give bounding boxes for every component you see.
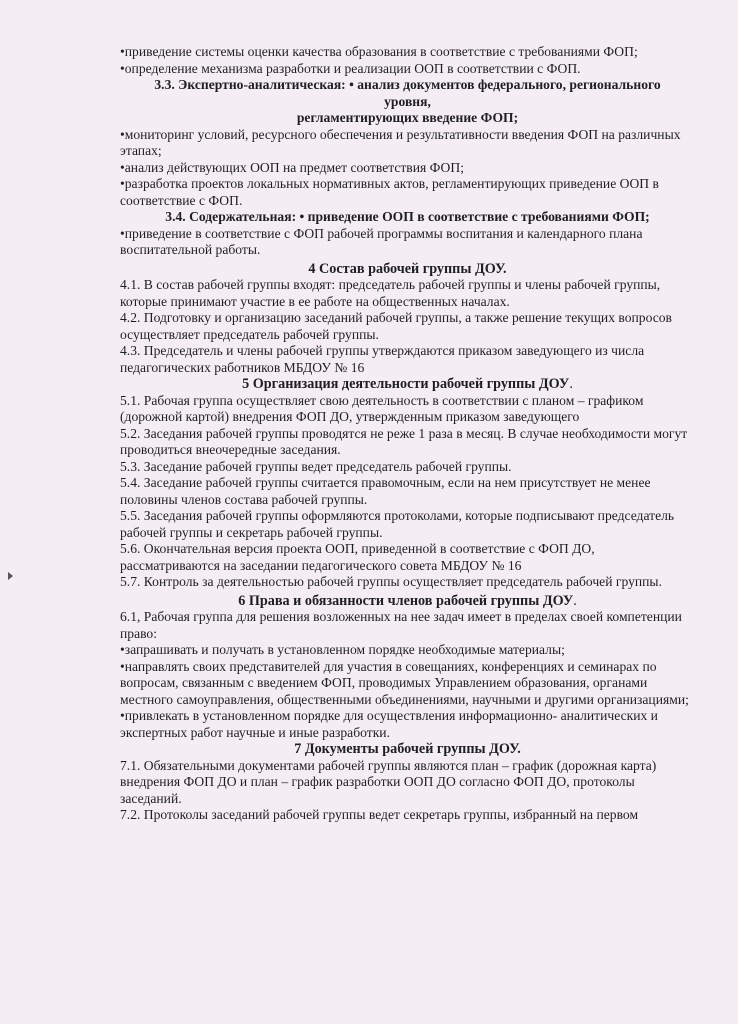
section-7-heading: 7 Документы рабочей группы ДОУ. — [294, 741, 521, 757]
section-5-item: 5.1. Рабочая группа осуществляет свою деятельность в соответствии с планом – графиком (дорожной картой) внедрения ФОП ДО, утвержденным приказом заведующего — [120, 392, 644, 424]
document-body — [120, 44, 695, 824]
section-5-item: 5.3. Заседание рабочей группы ведет председатель рабочей группы. — [120, 458, 512, 474]
intro-item-2: •определение механизма разработки и реализации ООП в соответствии с ФОП. — [120, 60, 581, 76]
section-3-4-heading: 3.4. Содержательная: • приведение ООП в соответствие с требованиями ФОП; — [165, 209, 650, 224]
section-3-3-heading-line-3: регламентирующих введение ФОП; — [296, 110, 519, 125]
section-3-3-item: •мониторинг условий, ресурсного обеспечения и результативности введения ФОП на различных этапах; — [120, 126, 681, 158]
section-5-item: 5.7. Контроль за деятельностью рабочей группы осуществляет председатель рабочей группы. — [120, 574, 662, 589]
section-6-1-right: право: — [120, 625, 158, 641]
section-3-4-item: •приведение в соответствие с ФОП рабочей программы воспитания и календарного плана воспитательной работы. — [120, 225, 643, 257]
intro-item-1: •приведение системы оценки качества образования в соответствие с требованиями ФОП; — [120, 44, 638, 59]
section-7-2-text: 7.2. Протоколы заседаний рабочей группы ведет секретарь группы, избранный на первом — [120, 807, 639, 822]
section-7-1-continued: внедрения ФОП ДО и план – график разработки ООП ДО согласно ФОП ДО, протоколы заседаний. — [120, 774, 635, 806]
section-5-item: 5.4. Заседание рабочей группы считается правомочным, если на нем присутствует не менее половины членов состава рабочей группы. — [120, 475, 651, 507]
section-3-3-item: •разработка проектов локальных нормативных актов, регламентирующих приведение ООП в соответствие с ФОП. — [120, 176, 659, 208]
section-6-item-continued: местного самоуправления, общественными объединениями, научными и другими организациями; — [120, 691, 689, 707]
section-3-3-heading-line-1: 3.3. Экспертно-аналитическая: • анализ документов федерального, регионального — [154, 77, 661, 92]
section-6-1-text: 6.1, Рабочая группа для решения возложенных на нее задач имеет в пределах своей компетенции — [120, 609, 682, 624]
section-6-item: •направлять своих представителей для участия в совещаниях, конференциях и семинарах по вопросам, связанным с введением ФОП, проводимых Управлением образования, органами — [120, 658, 657, 690]
section-6-heading-text: 6 Права и обязанности членов рабочей группы ДОУ — [238, 592, 574, 609]
section-6-heading — [120, 593, 695, 610]
section-6-item: •привлекать в установленном порядке для осуществления информационно- аналитических и экспертных работ научные и иные разработки. — [120, 708, 658, 740]
section-3-3-item: •анализ действующих ООП на предмет соответствия ФОП; — [120, 159, 464, 175]
section-3-3-heading-line-2: уровня, — [384, 93, 431, 109]
section-4-heading: 4 Состав рабочей группы ДОУ. — [308, 260, 507, 277]
section-4-item: 4.1. В состав рабочей группы входят: председатель рабочей группы и члены рабочей группы, которые принимают участие в ее работе на общественных началах. — [120, 277, 661, 309]
section-5-heading-text: 5 Организация деятельности рабочей группы ДОУ — [242, 376, 570, 392]
margin-arrow-mark — [8, 572, 13, 580]
section-4-item: 4.3. Председатель и члены рабочей группы утверждаются приказом заведующего из числа педагогических работников МБДОУ № 16 — [120, 343, 645, 375]
section-6-item: •запрашивать и получать в установленном порядке необходимые материалы; — [120, 642, 565, 657]
section-5-item: 5.6. Окончательная версия проекта ООП, приведенной в соответствие с ФОП ДО, рассматриваются на заседании педагогического совета МБДОУ № 16 — [120, 541, 595, 573]
section-4-item: 4.2. Подготовку и организацию заседаний рабочей группы, а также решение текущих вопросов осуществляет председатель рабочей группы. — [120, 310, 672, 342]
section-5-item: 5.2. Заседания рабочей группы проводятся не реже 1 раза в месяц. В случае необходимости могут проводиться внеочередные заседания. — [120, 425, 688, 457]
section-5-heading-period: . — [569, 376, 573, 392]
section-5-heading — [120, 376, 695, 393]
section-7-1-text: 7.1. Обязательными документами рабочей группы являются план – график (дорожная карта) — [120, 757, 657, 773]
section-6-heading-period: . — [573, 592, 577, 609]
section-5-item: 5.5. Заседания рабочей группы оформляются протоколами, которые подписывают председатель рабочей группы и секретарь рабочей группы. — [120, 508, 675, 540]
